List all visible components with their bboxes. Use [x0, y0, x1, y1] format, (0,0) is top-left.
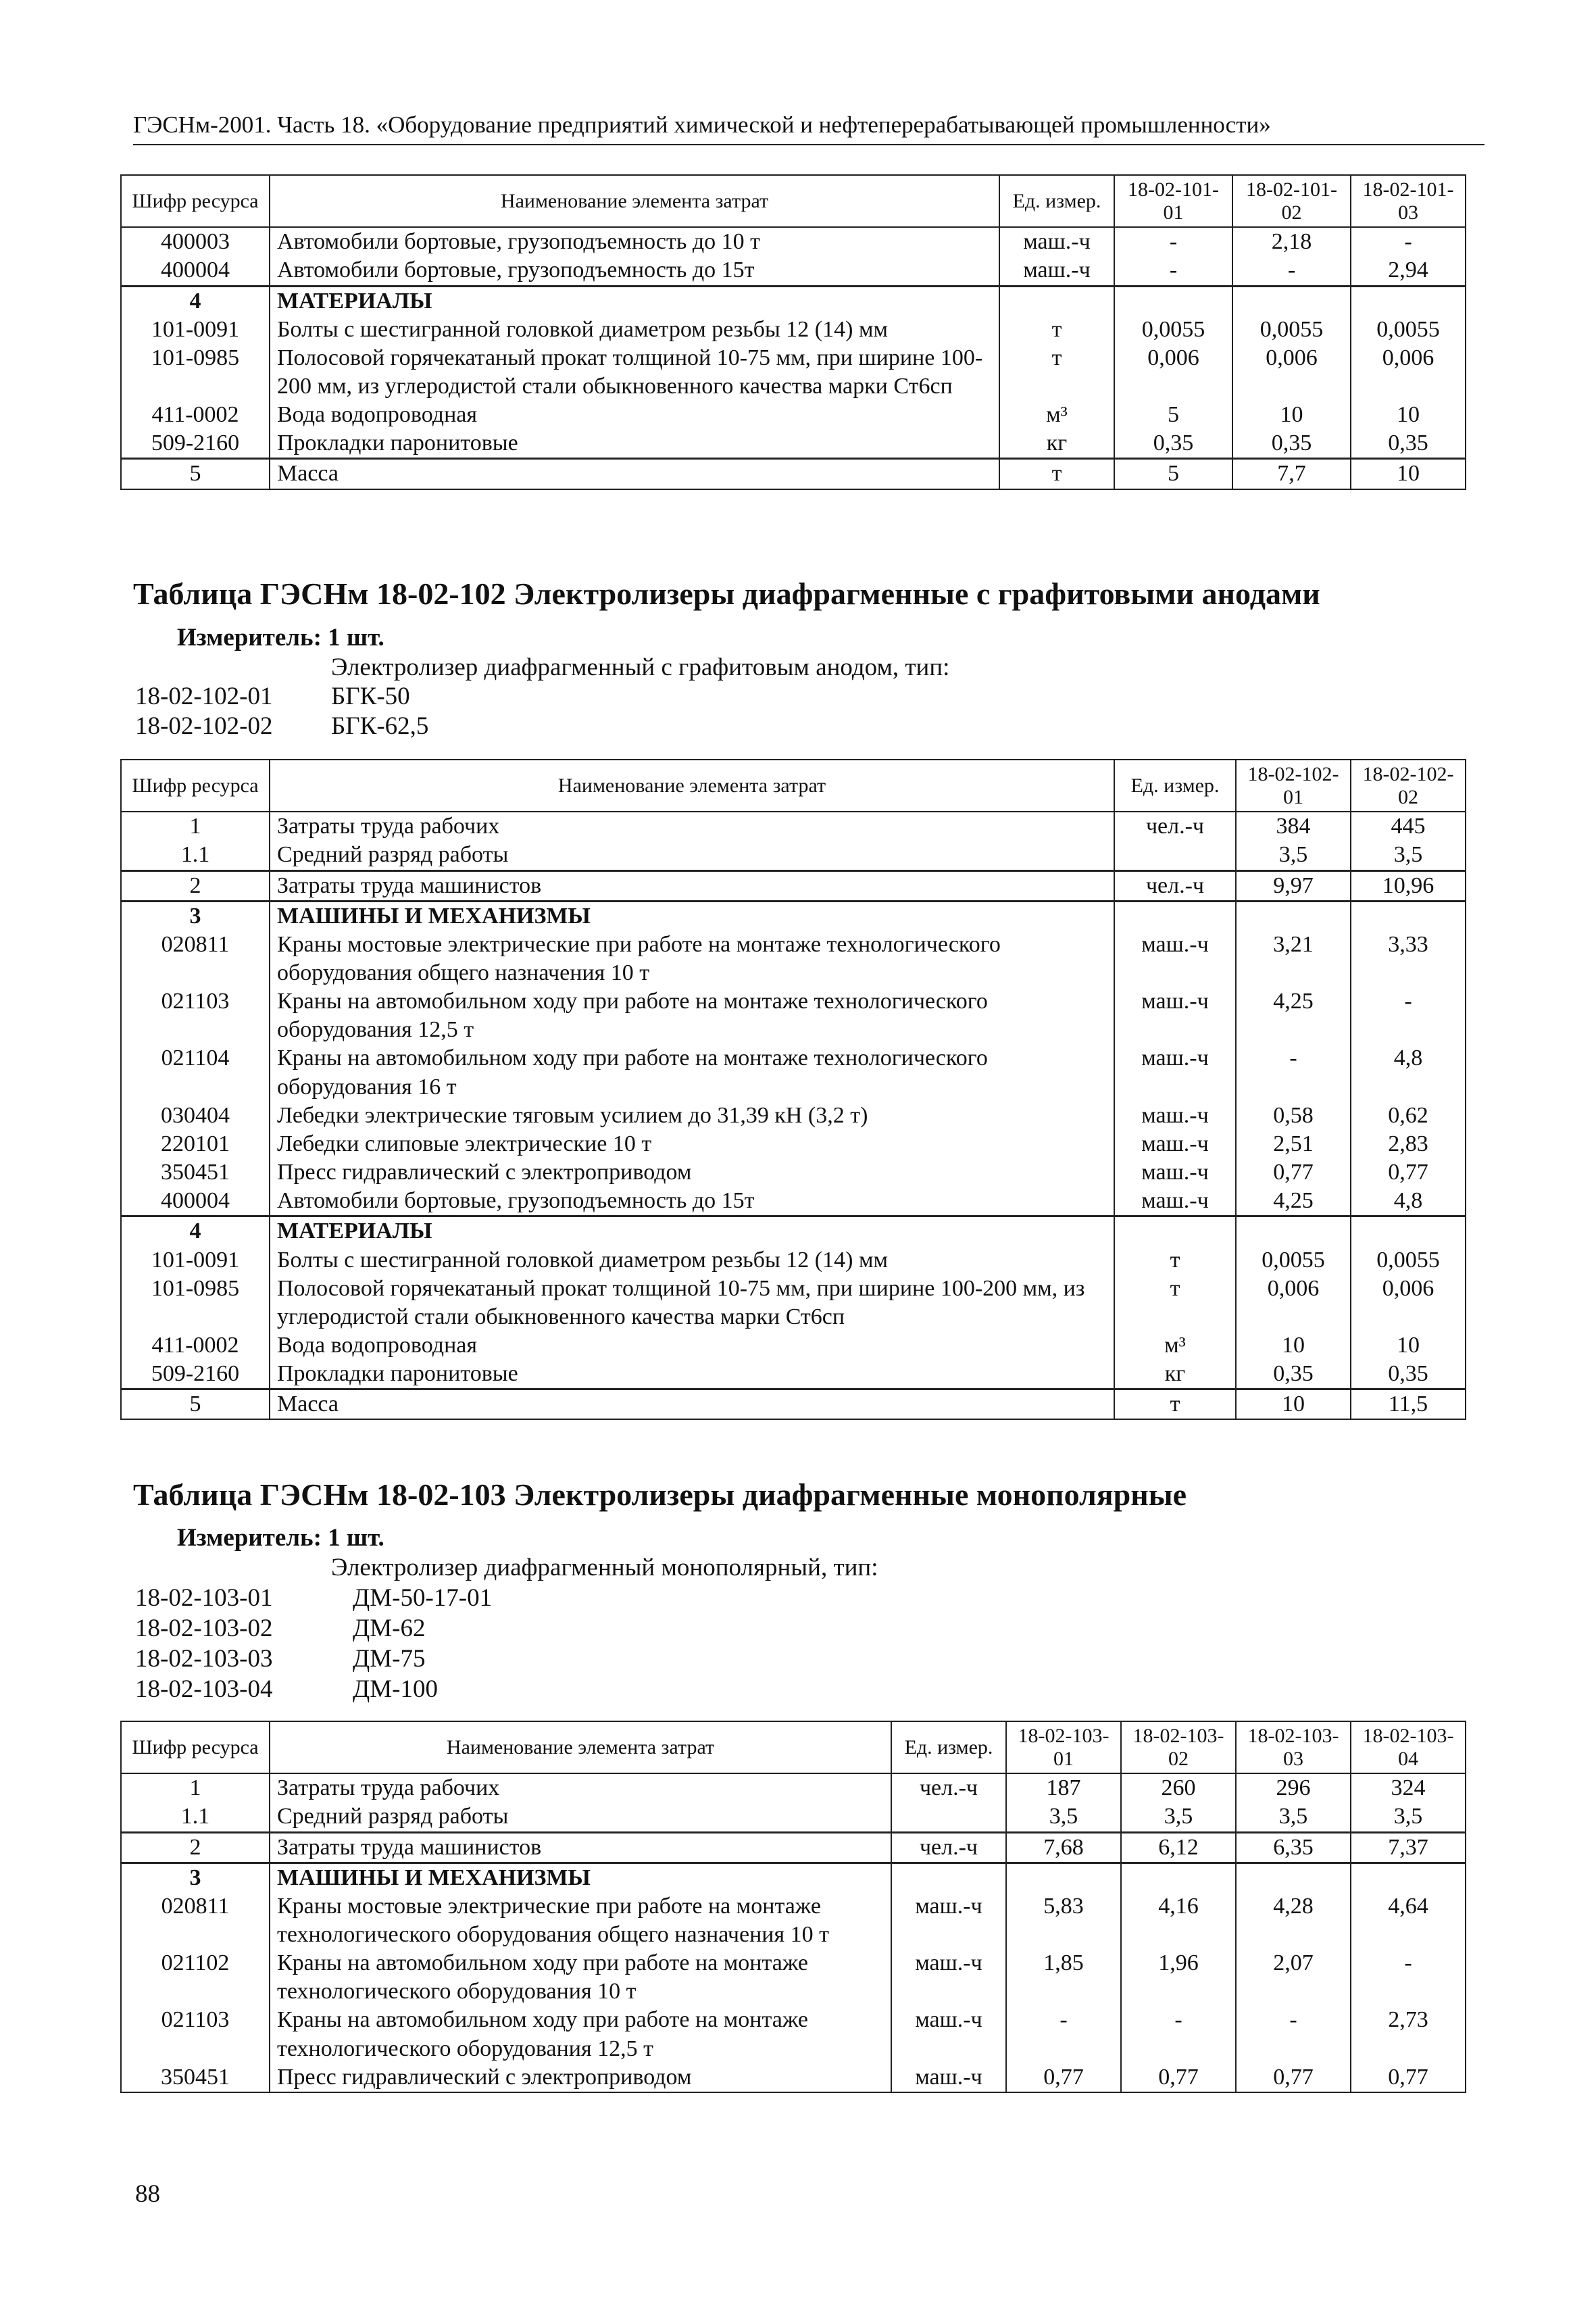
table-row: [121, 256, 1466, 286]
value-cell: 4,64: [1351, 1892, 1466, 1949]
resource-table-18-02-101: [120, 174, 1466, 490]
resource-code-cell: 1.1: [121, 841, 270, 870]
cost-element-cell: Затраты труда рабочих: [270, 1773, 891, 1802]
cost-element-cell: МАШИНЫ И МЕХАНИЗМЫ: [270, 1863, 891, 1892]
value-cell: 0,006: [1351, 344, 1466, 401]
value-cell: 0,35: [1114, 429, 1232, 459]
spec-type: БГК-62,5: [331, 712, 429, 740]
resource-table-18-02-102: [120, 759, 1466, 1420]
cost-element-cell: Прокладки паронитовые: [270, 1360, 1114, 1389]
column-header: 18-02-101-03: [1351, 175, 1466, 227]
value-cell: 0,35: [1232, 429, 1351, 459]
unit-cell: [891, 1802, 1006, 1832]
resource-code-cell: 350451: [121, 2063, 270, 2092]
table-row: [121, 227, 1466, 256]
cost-element-cell: Болты с шестигранной головкой диаметром резьбы 12 (14) мм: [270, 316, 999, 344]
value-cell: 3,5: [1236, 1802, 1351, 1832]
unit-cell: чел.-ч: [891, 1773, 1006, 1802]
value-cell: 0,77: [1351, 1158, 1466, 1187]
measure-unit: Измеритель: 1 шт.: [177, 624, 384, 651]
resource-code-cell: 020811: [121, 1892, 270, 1949]
table-row: [121, 1802, 1466, 1832]
unit-cell: чел.-ч: [1114, 812, 1236, 841]
value-cell: 0,0055: [1114, 316, 1232, 344]
value-cell: 324: [1351, 1773, 1466, 1802]
table-row: [121, 1863, 1466, 1892]
value-cell: -: [1006, 2006, 1121, 2063]
column-header: Наименование элемента затрат: [270, 760, 1114, 812]
cost-element-cell: Краны на автомобильном ходу при работе на монтаже технологического оборудования 12,5 т: [270, 987, 1114, 1044]
table-row: [121, 1158, 1466, 1187]
value-cell: 2,51: [1236, 1130, 1351, 1158]
resource-code-cell: 2: [121, 870, 270, 901]
value-cell: 0,77: [1351, 2063, 1466, 2092]
unit-cell: м³: [1114, 1331, 1236, 1360]
resource-code-cell: 509-2160: [121, 1360, 270, 1389]
cost-element-cell: Автомобили бортовые, грузоподъемность до 10 т: [270, 227, 999, 256]
unit-cell: [1114, 841, 1236, 870]
table-row: [121, 2063, 1466, 2092]
value-cell: 3,33: [1351, 931, 1466, 987]
resource-code-cell: 400004: [121, 256, 270, 286]
unit-cell: т: [999, 459, 1114, 489]
resource-code-cell: 021104: [121, 1044, 270, 1101]
value-cell: 3,5: [1351, 1802, 1466, 1832]
resource-code-cell: 400003: [121, 227, 270, 256]
value-cell: -: [1236, 2006, 1351, 2063]
cost-element-cell: Краны на автомобильном ходу при работе на монтаже технологического оборудования 10 т: [270, 1949, 891, 2006]
table-row: [121, 1187, 1466, 1216]
value-cell: 3,5: [1351, 841, 1466, 870]
value-cell: 10,96: [1351, 870, 1466, 901]
resource-table-18-02-103: [120, 1721, 1466, 2093]
table-row: [121, 987, 1466, 1044]
spec-type: ДМ-75: [353, 1645, 426, 1673]
value-cell: 10: [1232, 401, 1351, 429]
table-row: [121, 1832, 1466, 1863]
cost-element-cell: Краны мостовые электрические при работе на монтаже технологического оборудования общего назначения 10 т: [270, 931, 1114, 987]
value-cell: 0,35: [1236, 1360, 1351, 1389]
value-cell: [1351, 901, 1466, 931]
value-cell: 0,006: [1232, 344, 1351, 401]
value-cell: 0,006: [1351, 1275, 1466, 1331]
table-title: Таблица ГЭСНм 18-02-102 Электролизеры диафрагменные с графитовыми анодами: [133, 576, 1320, 611]
resource-code-cell: 4: [121, 286, 270, 316]
value-cell: 5: [1114, 459, 1232, 489]
spec-code: 18-02-102-02: [135, 712, 273, 740]
unit-cell: чел.-ч: [1114, 870, 1236, 901]
unit-cell: маш.-ч: [891, 2006, 1006, 2063]
column-header: 18-02-101-01: [1114, 175, 1232, 227]
value-cell: 7,7: [1232, 459, 1351, 489]
cost-element-cell: Пресс гидравлический с электроприводом: [270, 1158, 1114, 1187]
value-cell: 10: [1351, 401, 1466, 429]
cost-element-cell: Вода водопроводная: [270, 401, 999, 429]
running-header: ГЭСНм-2001. Часть 18. «Оборудование предприятий химической и нефтеперерабатывающей промышленности»: [133, 112, 1485, 145]
value-cell: 2,83: [1351, 1130, 1466, 1158]
unit-cell: маш.-ч: [999, 256, 1114, 286]
unit-cell: маш.-ч: [891, 1892, 1006, 1949]
value-cell: 11,5: [1351, 1389, 1466, 1420]
spec-code: 18-02-103-04: [135, 1675, 273, 1703]
column-header: 18-02-103-01: [1006, 1721, 1121, 1773]
value-cell: 6,12: [1121, 1832, 1236, 1863]
unit-cell: маш.-ч: [1114, 987, 1236, 1044]
unit-cell: [891, 1863, 1006, 1892]
value-cell: 7,68: [1006, 1832, 1121, 1863]
cost-element-cell: Краны мостовые электрические при работе на монтаже технологического оборудования общего назначения 10 т: [270, 1892, 891, 1949]
value-cell: 2,94: [1351, 256, 1466, 286]
value-cell: 296: [1236, 1773, 1351, 1802]
table-row: [121, 1389, 1466, 1420]
value-cell: [1351, 1216, 1466, 1246]
table-header-row: [121, 760, 1466, 812]
cost-element-cell: Пресс гидравлический с электроприводом: [270, 2063, 891, 2092]
table-row: [121, 401, 1466, 429]
cost-element-cell: Краны на автомобильном ходу при работе на монтаже технологического оборудования 16 т: [270, 1044, 1114, 1101]
resource-code-cell: 411-0002: [121, 1331, 270, 1360]
value-cell: [1351, 286, 1466, 316]
value-cell: -: [1236, 1044, 1351, 1101]
table-row: [121, 1102, 1466, 1130]
cost-element-cell: Автомобили бортовые, грузоподъемность до 15т: [270, 256, 999, 286]
column-header: Шифр ресурса: [121, 760, 270, 812]
column-header: 18-02-102-01: [1236, 760, 1351, 812]
column-header: Ед. измер.: [891, 1721, 1006, 1773]
cost-element-cell: Автомобили бортовые, грузоподъемность до 15т: [270, 1187, 1114, 1216]
unit-cell: маш.-ч: [891, 2063, 1006, 2092]
value-cell: -: [1351, 1949, 1466, 2006]
unit-cell: м³: [999, 401, 1114, 429]
value-cell: 0,0055: [1236, 1246, 1351, 1275]
cost-element-cell: Лебедки электрические тяговым усилием до 31,39 кН (3,2 т): [270, 1102, 1114, 1130]
value-cell: 0,77: [1236, 1158, 1351, 1187]
unit-cell: маш.-ч: [999, 227, 1114, 256]
unit-cell: кг: [1114, 1360, 1236, 1389]
table-row: [121, 870, 1466, 901]
unit-cell: т: [1114, 1246, 1236, 1275]
resource-code-cell: 030404: [121, 1102, 270, 1130]
value-cell: 5: [1114, 401, 1232, 429]
unit-cell: т: [1114, 1275, 1236, 1331]
table-row: [121, 1331, 1466, 1360]
cost-element-cell: Краны на автомобильном ходу при работе на монтаже технологического оборудования 12,5 т: [270, 2006, 891, 2063]
cost-element-cell: Масса: [270, 1389, 1114, 1420]
value-cell: 1,96: [1121, 1949, 1236, 2006]
column-header: 18-02-103-04: [1351, 1721, 1466, 1773]
table-row: [121, 1044, 1466, 1101]
value-cell: 0,006: [1114, 344, 1232, 401]
resource-code-cell: 350451: [121, 1158, 270, 1187]
resource-code-cell: 021102: [121, 1949, 270, 2006]
table-row: [121, 286, 1466, 316]
spec-intro: Электролизер диафрагменный с графитовым анодом, тип:: [331, 654, 950, 681]
resource-code-cell: 1: [121, 812, 270, 841]
value-cell: 445: [1351, 812, 1466, 841]
cost-element-cell: МАТЕРИАЛЫ: [270, 1216, 1114, 1246]
column-header: 18-02-102-02: [1351, 760, 1466, 812]
table-header-row: [121, 175, 1466, 227]
value-cell: -: [1114, 227, 1232, 256]
value-cell: 3,5: [1006, 1802, 1121, 1832]
resource-code-cell: 2: [121, 1832, 270, 1863]
table-row: [121, 1949, 1466, 2006]
value-cell: 3,5: [1121, 1802, 1236, 1832]
resource-code-cell: 021103: [121, 2006, 270, 2063]
cost-element-cell: Полосовой горячекатаный прокат толщиной 10-75 мм, при ширине 100-200 мм, из углеродистой стали обыкновенного качества марки Ст6сп: [270, 344, 999, 401]
value-cell: -: [1351, 227, 1466, 256]
value-cell: 0,58: [1236, 1102, 1351, 1130]
value-cell: 0,0055: [1351, 1246, 1466, 1275]
value-cell: 0,0055: [1351, 316, 1466, 344]
resource-code-cell: 1.1: [121, 1802, 270, 1832]
column-header: 18-02-103-02: [1121, 1721, 1236, 1773]
resource-code-cell: 411-0002: [121, 401, 270, 429]
table-row: [121, 459, 1466, 489]
unit-cell: маш.-ч: [1114, 931, 1236, 987]
value-cell: 4,25: [1236, 1187, 1351, 1216]
value-cell: 4,25: [1236, 987, 1351, 1044]
table-header-row: [121, 1721, 1466, 1773]
table-row: [121, 344, 1466, 401]
cost-element-cell: МАТЕРИАЛЫ: [270, 286, 999, 316]
spec-type: ДМ-100: [353, 1675, 438, 1703]
column-header: Шифр ресурса: [121, 1721, 270, 1773]
table-title: Таблица ГЭСНм 18-02-103 Электролизеры диафрагменные монополярные: [133, 1477, 1187, 1512]
value-cell: 4,8: [1351, 1044, 1466, 1101]
value-cell: [1351, 1863, 1466, 1892]
resource-code-cell: 220101: [121, 1130, 270, 1158]
value-cell: -: [1121, 2006, 1236, 2063]
value-cell: 10: [1236, 1331, 1351, 1360]
value-cell: [1232, 286, 1351, 316]
cost-element-cell: Масса: [270, 459, 999, 489]
value-cell: 4,8: [1351, 1187, 1466, 1216]
spec-code: 18-02-102-01: [135, 683, 273, 710]
value-cell: 0,77: [1121, 2063, 1236, 2092]
table-row: [121, 1773, 1466, 1802]
spec-code: 18-02-103-02: [135, 1615, 273, 1642]
column-header: Шифр ресурса: [121, 175, 270, 227]
resource-code-cell: 4: [121, 1216, 270, 1246]
column-header: Ед. измер.: [1114, 760, 1236, 812]
table-row: [121, 1360, 1466, 1389]
cost-element-cell: Средний разряд работы: [270, 841, 1114, 870]
unit-cell: [999, 286, 1114, 316]
unit-cell: маш.-ч: [1114, 1130, 1236, 1158]
value-cell: 0,35: [1351, 1360, 1466, 1389]
cost-element-cell: Лебедки слиповые электрические 10 т: [270, 1130, 1114, 1158]
resource-code-cell: 1: [121, 1773, 270, 1802]
spec-type: ДМ-50-17-01: [353, 1584, 493, 1612]
value-cell: 9,97: [1236, 870, 1351, 901]
table-row: [121, 429, 1466, 459]
value-cell: [1006, 1863, 1121, 1892]
column-header: Наименование элемента затрат: [270, 175, 999, 227]
value-cell: 0,35: [1351, 429, 1466, 459]
cost-element-cell: МАШИНЫ И МЕХАНИЗМЫ: [270, 901, 1114, 931]
table-row: [121, 1275, 1466, 1331]
resource-code-cell: 400004: [121, 1187, 270, 1216]
value-cell: 260: [1121, 1773, 1236, 1802]
unit-cell: кг: [999, 429, 1114, 459]
unit-cell: маш.-ч: [1114, 1044, 1236, 1101]
resource-code-cell: 101-0985: [121, 1275, 270, 1331]
unit-cell: т: [999, 316, 1114, 344]
value-cell: [1121, 1863, 1236, 1892]
value-cell: 4,16: [1121, 1892, 1236, 1949]
cost-element-cell: Затраты труда машинистов: [270, 1832, 891, 1863]
resource-code-cell: 3: [121, 1863, 270, 1892]
value-cell: 0,006: [1236, 1275, 1351, 1331]
table-row: [121, 841, 1466, 870]
value-cell: [1236, 1216, 1351, 1246]
value-cell: 10: [1236, 1389, 1351, 1420]
cost-element-cell: Болты с шестигранной головкой диаметром резьбы 12 (14) мм: [270, 1246, 1114, 1275]
unit-cell: т: [1114, 1389, 1236, 1420]
resource-code-cell: 101-0091: [121, 316, 270, 344]
table-row: [121, 931, 1466, 987]
cost-element-cell: Вода водопроводная: [270, 1331, 1114, 1360]
cost-element-cell: Затраты труда рабочих: [270, 812, 1114, 841]
value-cell: 10: [1351, 1331, 1466, 1360]
spec-intro: Электролизер диафрагменный монополярный, тип:: [331, 1554, 878, 1581]
unit-cell: т: [999, 344, 1114, 401]
table-row: [121, 1892, 1466, 1949]
column-header: 18-02-101-02: [1232, 175, 1351, 227]
table-row: [121, 1216, 1466, 1246]
spec-code: 18-02-103-03: [135, 1645, 273, 1673]
value-cell: 4,28: [1236, 1892, 1351, 1949]
value-cell: -: [1114, 256, 1232, 286]
cost-element-cell: Прокладки паронитовые: [270, 429, 999, 459]
resource-code-cell: 021103: [121, 987, 270, 1044]
table-row: [121, 2006, 1466, 2063]
resource-code-cell: 020811: [121, 931, 270, 987]
value-cell: 0,0055: [1232, 316, 1351, 344]
value-cell: 2,73: [1351, 2006, 1466, 2063]
value-cell: 0,77: [1236, 2063, 1351, 2092]
value-cell: 2,18: [1232, 227, 1351, 256]
spec-type: БГК-50: [331, 683, 410, 710]
cost-element-cell: Затраты труда машинистов: [270, 870, 1114, 901]
value-cell: 187: [1006, 1773, 1121, 1802]
value-cell: 3,21: [1236, 931, 1351, 987]
value-cell: -: [1232, 256, 1351, 286]
column-header: Ед. измер.: [999, 175, 1114, 227]
resource-code-cell: 3: [121, 901, 270, 931]
value-cell: [1236, 901, 1351, 931]
unit-cell: маш.-ч: [1114, 1102, 1236, 1130]
resource-code-cell: 509-2160: [121, 429, 270, 459]
value-cell: 1,85: [1006, 1949, 1121, 2006]
resource-code-cell: 101-0091: [121, 1246, 270, 1275]
table-row: [121, 901, 1466, 931]
unit-cell: [1114, 901, 1236, 931]
value-cell: [1236, 1863, 1351, 1892]
unit-cell: чел.-ч: [891, 1832, 1006, 1863]
value-cell: 384: [1236, 812, 1351, 841]
resource-code-cell: 5: [121, 1389, 270, 1420]
table-row: [121, 316, 1466, 344]
measure-unit: Измеритель: 1 шт.: [177, 1524, 384, 1552]
unit-cell: маш.-ч: [891, 1949, 1006, 2006]
table-row: [121, 1246, 1466, 1275]
value-cell: 5,83: [1006, 1892, 1121, 1949]
value-cell: 0,62: [1351, 1102, 1466, 1130]
value-cell: 3,5: [1236, 841, 1351, 870]
unit-cell: маш.-ч: [1114, 1158, 1236, 1187]
value-cell: 10: [1351, 459, 1466, 489]
value-cell: 2,07: [1236, 1949, 1351, 2006]
value-cell: -: [1351, 987, 1466, 1044]
column-header: Наименование элемента затрат: [270, 1721, 891, 1773]
unit-cell: [1114, 1216, 1236, 1246]
page-number: 88: [135, 2180, 160, 2208]
value-cell: 7,37: [1351, 1832, 1466, 1863]
value-cell: 0,77: [1006, 2063, 1121, 2092]
unit-cell: маш.-ч: [1114, 1187, 1236, 1216]
spec-type: ДМ-62: [353, 1615, 426, 1642]
cost-element-cell: Средний разряд работы: [270, 1802, 891, 1832]
column-header: 18-02-103-03: [1236, 1721, 1351, 1773]
resource-code-cell: 101-0985: [121, 344, 270, 401]
value-cell: 6,35: [1236, 1832, 1351, 1863]
table-row: [121, 1130, 1466, 1158]
cost-element-cell: Полосовой горячекатаный прокат толщиной 10-75 мм, при ширине 100-200 мм, из углеродистой стали обыкновенного качества марки Ст6сп: [270, 1275, 1114, 1331]
spec-code: 18-02-103-01: [135, 1584, 273, 1612]
table-row: [121, 812, 1466, 841]
resource-code-cell: 5: [121, 459, 270, 489]
value-cell: [1114, 286, 1232, 316]
